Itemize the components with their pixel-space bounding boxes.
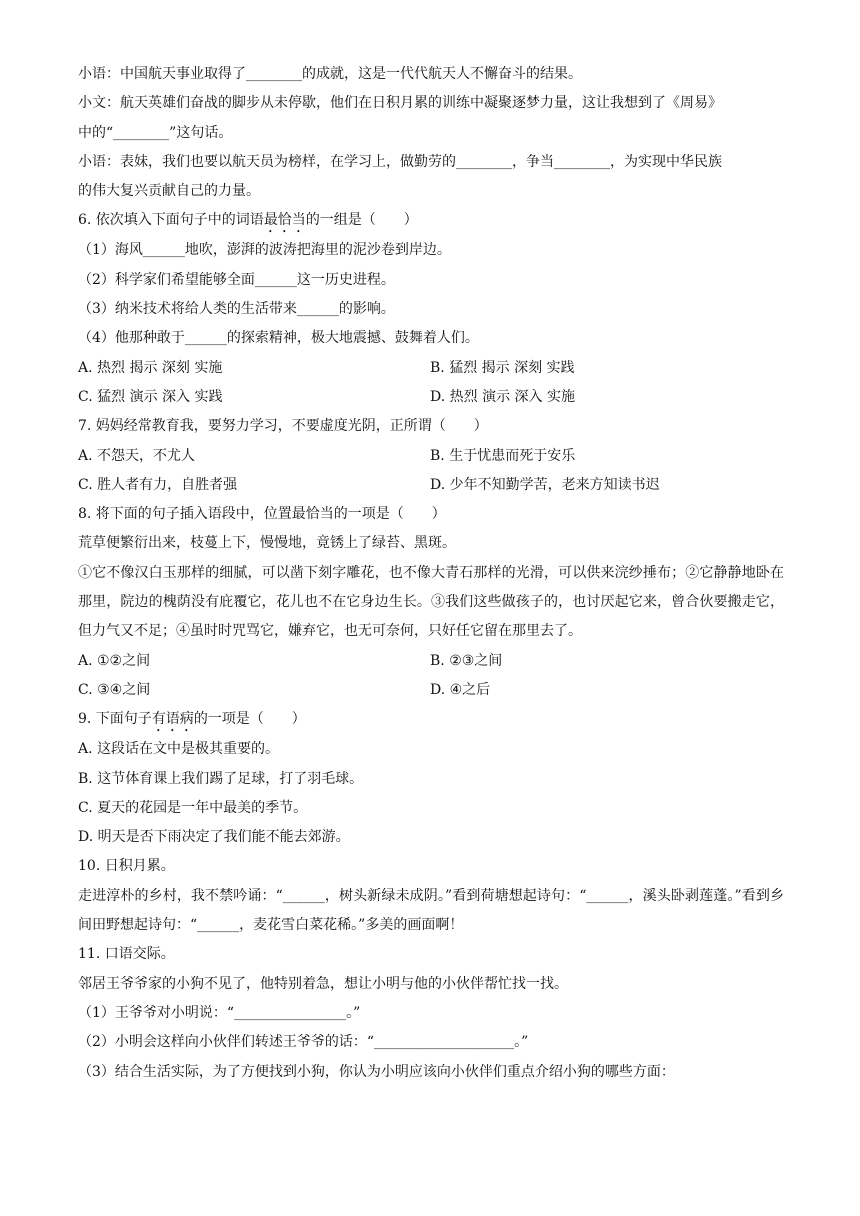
question-10 [78,852,784,940]
question-6-sentence-2: （2）科学家们希望能够全面______这一历史进程。 [78,271,395,288]
question-11 [78,940,784,1086]
emphasis-text: 最恰当 [263,212,306,229]
question-7 [78,412,784,500]
dialogue-line-xiaoyu-1: 小语：中国航天事业取得了________的成就，这是一代代航天人不懈奋斗的结果。 [78,66,582,82]
worksheet-page [78,60,784,1087]
question-10-body: 走进淳朴的乡村，我不禁吟诵：“______，树头新绿未成阴。”看到荷塘想起诗句：“______，溪头卧剥莲蓬。”看到乡间田野想起诗句：“______，麦花雪白菜花稀。”多美的画面啊！ [78,887,784,934]
question-9 [78,705,784,852]
option-a[interactable]: A. ①②之间 [78,652,151,669]
question-8 [78,500,784,705]
option-a[interactable]: A. 不怨天，不尤人 [78,447,196,464]
option-d[interactable]: D. 少年不知勤学苦，老来方知读书迟 [430,476,660,493]
question-11-intro: 邻居王爷爷家的小狗不见了，他特别着急，想让小明与他的小伙伴帮忙找一找。 [78,975,568,992]
dialogue-line-xiaoyu-2b: 的伟大复兴贡献自己的力量。 [78,183,260,200]
question-7-options-row-1 [78,442,784,471]
question-11-stem: 11. 口语交际。 [78,946,175,963]
dialogue-line-xiaowen-b: 中的“________”这句话。 [78,124,233,141]
option-a[interactable]: A. 这段话在文中是极其重要的。 [78,741,280,758]
option-d[interactable]: D. 热烈 演示 深入 实施 [430,388,575,405]
option-a[interactable]: A. 热烈 揭示 深刻 实施 [78,359,223,376]
question-6-sentence-3: （3）纳米技术将给人类的生活带来______的影响。 [78,301,395,318]
question-11-part-3: （3）结合生活实际，为了方便找到小狗，你认为小明应该向小伙伴们重点介绍小狗的哪些方面： [78,1063,675,1080]
question-11-part-1: （1）王爷爷对小明说：“________________。” [78,1004,361,1021]
question-8-stem: 8. 将下面的句子插入语段中，位置最恰当的一项是（ ） [78,506,446,523]
question-9-stem: 9. 下面句子有语病的一项是（ ） [78,711,306,728]
question-7-stem: 7. 妈妈经常教育我，要努力学习，不要虚度光阴，正所谓（ ） [78,418,488,435]
question-8-sentence: 荒草便繁衍出来，枝蔓上下，慢慢地，竟锈上了绿苔、黑斑。 [78,535,456,552]
option-c[interactable]: C. 夏天的花园是一年中最美的季节。 [78,799,308,816]
question-8-options-row-2 [78,676,784,705]
question-8-passage: ①它不像汉白玉那样的细腻，可以凿下刻字雕花，也不像大青石那样的光滑，可以供来浣纱捶布；②它静静地卧在那里，院边的槐荫没有庇覆它，花儿也不在它身边生长。③我们这些做孩子的，也讨厌起它来，曾合伙要搬走它，但力气又不足；④虽时时咒骂它，嫌弃它，也无可奈何，只好任它留在那里去了。 [78,564,784,640]
question-6-sentence-1: （1）海风______地吹，澎湃的波涛把海里的泥沙卷到岸边。 [78,242,451,259]
question-8-options-row-1 [78,647,784,676]
option-b[interactable]: B. 猛烈 揭示 深刻 实践 [430,359,575,376]
question-6 [78,206,784,412]
option-d[interactable]: D. 明天是否下雨决定了我们能不能去郊游。 [78,829,350,846]
dialogue-section [78,60,784,206]
emphasis-text: 有语病 [151,711,194,728]
question-6-options-row-1 [78,354,784,383]
option-c[interactable]: C. ③④之间 [78,681,151,698]
option-d[interactable]: D. ④之后 [430,681,491,698]
question-6-options-row-2 [78,383,784,412]
option-b[interactable]: B. ②③之间 [430,652,503,669]
option-c[interactable]: C. 胜人者有力，自胜者强 [78,476,238,493]
dialogue-line-xiaowen-a: 小文：航天英雄们奋战的脚步从未停歇，他们在日积月累的训练中凝聚逐梦力量，这让我想到了《周易》 [78,95,722,112]
dialogue-line-xiaoyu-2a: 小语：表妹，我们也要以航天员为榜样，在学习上，做勤劳的________，争当________，为实现中华民族 [78,153,722,170]
question-6-stem: 6. 依次填入下面句子中的词语最恰当的一组是（ ） [78,212,418,229]
option-c[interactable]: C. 猛烈 演示 深入 实践 [78,388,223,405]
question-6-sentence-4: （4）他那种敢于______的探索精神，极大地震撼、鼓舞着人们。 [78,330,479,347]
question-10-stem: 10. 日积月累。 [78,858,175,875]
question-11-part-2: （2）小明会这样向小伙伴们转述王爷爷的话：“____________________。” [78,1034,529,1051]
option-b[interactable]: B. 生于忧患而死于安乐 [430,447,576,464]
option-b[interactable]: B. 这节体育课上我们踢了足球，打了羽毛球。 [78,770,364,787]
question-7-options-row-2 [78,471,784,500]
